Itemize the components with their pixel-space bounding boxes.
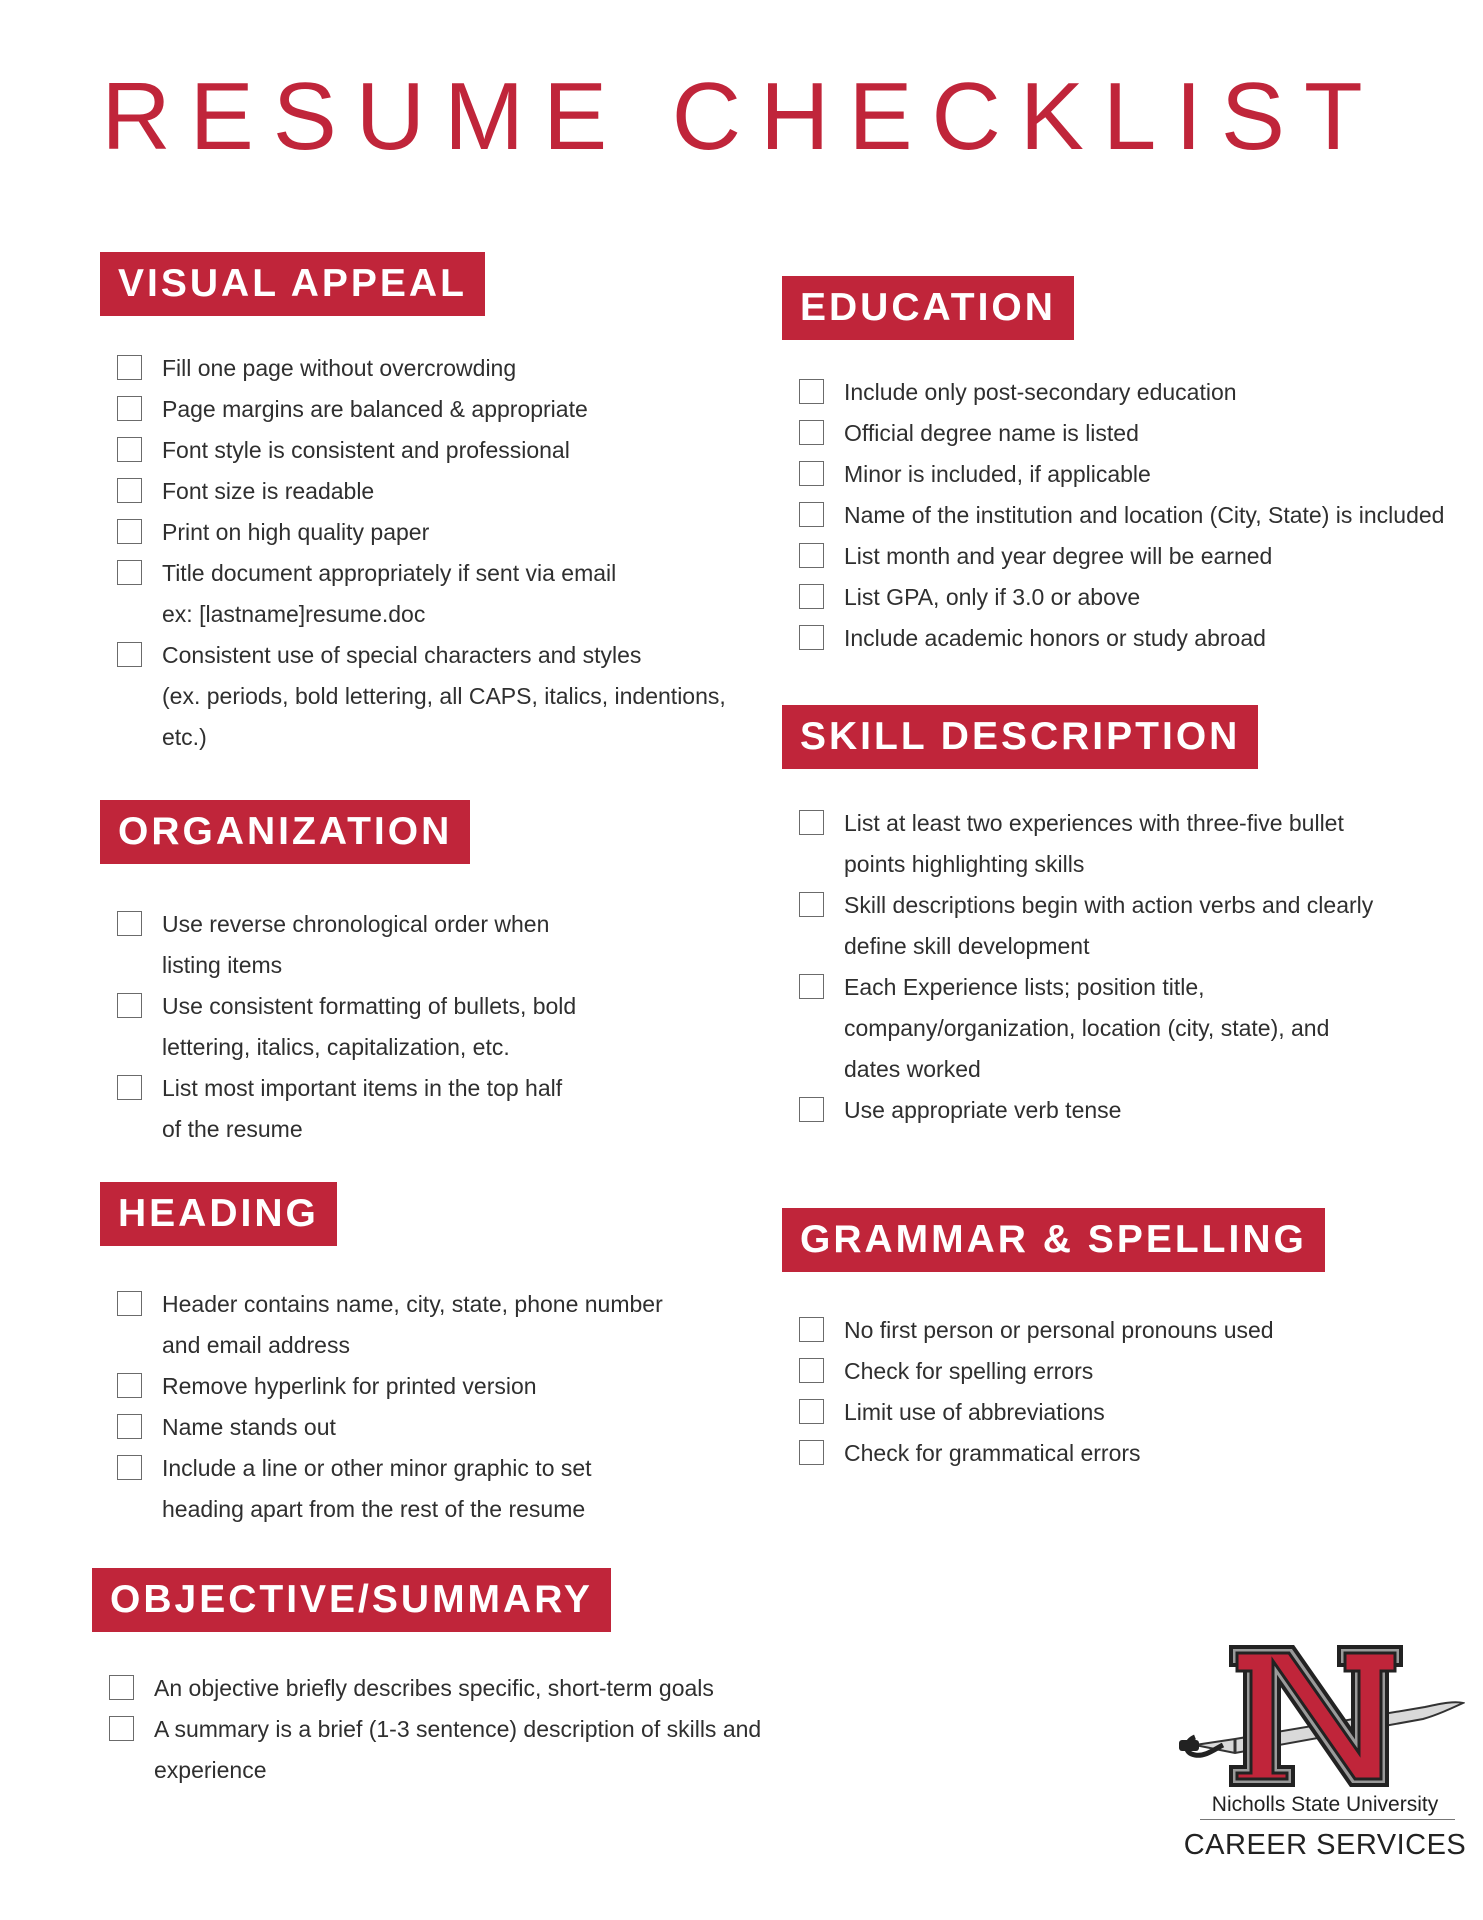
- checkbox[interactable]: [117, 1291, 142, 1316]
- checkbox[interactable]: [799, 1440, 824, 1465]
- department-name: CAREER SERVICES: [1183, 1829, 1467, 1861]
- checklist-item: Official degree name is listed: [782, 413, 1444, 454]
- checklist-item: Use reverse chronological order when listing items: [100, 904, 576, 986]
- checkbox[interactable]: [799, 584, 824, 609]
- section-grammar-spelling: [782, 1208, 1325, 1474]
- nicholls-n-sword-logo-icon: [1175, 1645, 1465, 1790]
- checkbox[interactable]: [799, 420, 824, 445]
- checkbox[interactable]: [117, 560, 142, 585]
- checklist-item: An objective briefly describes specific, short-term goals: [92, 1668, 761, 1709]
- checkbox[interactable]: [799, 1358, 824, 1383]
- checklist-item: Font style is consistent and professional: [100, 430, 726, 471]
- checklist-item: Font size is readable: [100, 471, 726, 512]
- section-header: OBJECTIVE/SUMMARY: [92, 1568, 611, 1632]
- section-header: SKILL DESCRIPTION: [782, 705, 1258, 769]
- checklist-item: Print on high quality paper: [100, 512, 726, 553]
- checklist: [92, 1668, 761, 1791]
- section-heading: [100, 1182, 663, 1530]
- checkbox[interactable]: [799, 1317, 824, 1342]
- checklist-item: A summary is a brief (1-3 sentence) description of skills and experience: [92, 1709, 761, 1791]
- logo-divider: [1200, 1819, 1455, 1820]
- checklist-item: Include a line or other minor graphic to set heading apart from the rest of the resume: [100, 1448, 663, 1530]
- checklist-item: List most important items in the top half of the resume: [100, 1068, 576, 1150]
- checklist-item: No first person or personal pronouns used: [782, 1310, 1325, 1351]
- checkbox[interactable]: [799, 625, 824, 650]
- checklist-item: Remove hyperlink for printed version: [100, 1366, 663, 1407]
- checkbox[interactable]: [117, 396, 142, 421]
- section-visual-appeal: [100, 252, 726, 758]
- checklist-item: List GPA, only if 3.0 or above: [782, 577, 1444, 618]
- checklist-item: Consistent use of special characters and styles (ex. periods, bold lettering, all CAPS, italics, indentions, etc.): [100, 635, 726, 758]
- section-organization: [100, 800, 576, 1150]
- university-name: Nicholls State University: [1211, 1793, 1439, 1816]
- checkbox[interactable]: [799, 379, 824, 404]
- section-header: VISUAL APPEAL: [100, 252, 485, 316]
- checklist-item: List month and year degree will be earned: [782, 536, 1444, 577]
- section-header: EDUCATION: [782, 276, 1074, 340]
- checklist-item: List at least two experiences with three-five bullet points highlighting skills: [782, 803, 1373, 885]
- checkbox[interactable]: [799, 1399, 824, 1424]
- checkbox[interactable]: [117, 1414, 142, 1439]
- checklist-item: Use consistent formatting of bullets, bold lettering, italics, capitalization, etc.: [100, 986, 576, 1068]
- checklist-item: Use appropriate verb tense: [782, 1090, 1373, 1131]
- checkbox[interactable]: [799, 543, 824, 568]
- checklist-item: Check for spelling errors: [782, 1351, 1325, 1392]
- checklist-item: Limit use of abbreviations: [782, 1392, 1325, 1433]
- section-header: HEADING: [100, 1182, 337, 1246]
- section-header: ORGANIZATION: [100, 800, 470, 864]
- checklist: [782, 1310, 1325, 1474]
- checklist-item: Include academic honors or study abroad: [782, 618, 1444, 659]
- checkbox[interactable]: [117, 519, 142, 544]
- checkbox[interactable]: [117, 1075, 142, 1100]
- checkbox[interactable]: [109, 1675, 134, 1700]
- checkbox[interactable]: [117, 642, 142, 667]
- checklist: [782, 372, 1444, 659]
- checklist: [100, 348, 726, 758]
- checklist-item: Fill one page without overcrowding: [100, 348, 726, 389]
- checklist: [782, 803, 1373, 1131]
- checkbox[interactable]: [799, 892, 824, 917]
- page-title: RESUME CHECKLIST: [101, 63, 1382, 170]
- checklist-item: Name stands out: [100, 1407, 663, 1448]
- checklist-item: Skill descriptions begin with action verbs and clearly define skill development: [782, 885, 1373, 967]
- checkbox[interactable]: [799, 502, 824, 527]
- section-education: [782, 276, 1444, 659]
- checklist: [100, 904, 576, 1150]
- checkbox[interactable]: [117, 1455, 142, 1480]
- checkbox[interactable]: [799, 974, 824, 999]
- checklist-item: Include only post-secondary education: [782, 372, 1444, 413]
- checkbox[interactable]: [117, 437, 142, 462]
- checkbox[interactable]: [799, 461, 824, 486]
- checkbox[interactable]: [117, 1373, 142, 1398]
- checklist-item: Minor is included, if applicable: [782, 454, 1444, 495]
- section-header: GRAMMAR & SPELLING: [782, 1208, 1325, 1272]
- checkbox[interactable]: [117, 355, 142, 380]
- checklist-item: Header contains name, city, state, phone number and email address: [100, 1284, 663, 1366]
- checklist: [100, 1284, 663, 1530]
- checklist-item: Name of the institution and location (City, State) is included: [782, 495, 1444, 536]
- checklist-item: Each Experience lists; position title, company/organization, location (city, state), and dates worked: [782, 967, 1373, 1090]
- section-objective-summary: [92, 1568, 761, 1791]
- checkbox[interactable]: [109, 1716, 134, 1741]
- checkbox[interactable]: [117, 478, 142, 503]
- section-skill-description: [782, 705, 1373, 1131]
- checkbox[interactable]: [117, 993, 142, 1018]
- checkbox[interactable]: [799, 1097, 824, 1122]
- checklist-item: Title document appropriately if sent via email ex: [lastname]resume.doc: [100, 553, 726, 635]
- checklist-item: Page margins are balanced & appropriate: [100, 389, 726, 430]
- checklist-item: Check for grammatical errors: [782, 1433, 1325, 1474]
- checkbox[interactable]: [799, 810, 824, 835]
- checkbox[interactable]: [117, 911, 142, 936]
